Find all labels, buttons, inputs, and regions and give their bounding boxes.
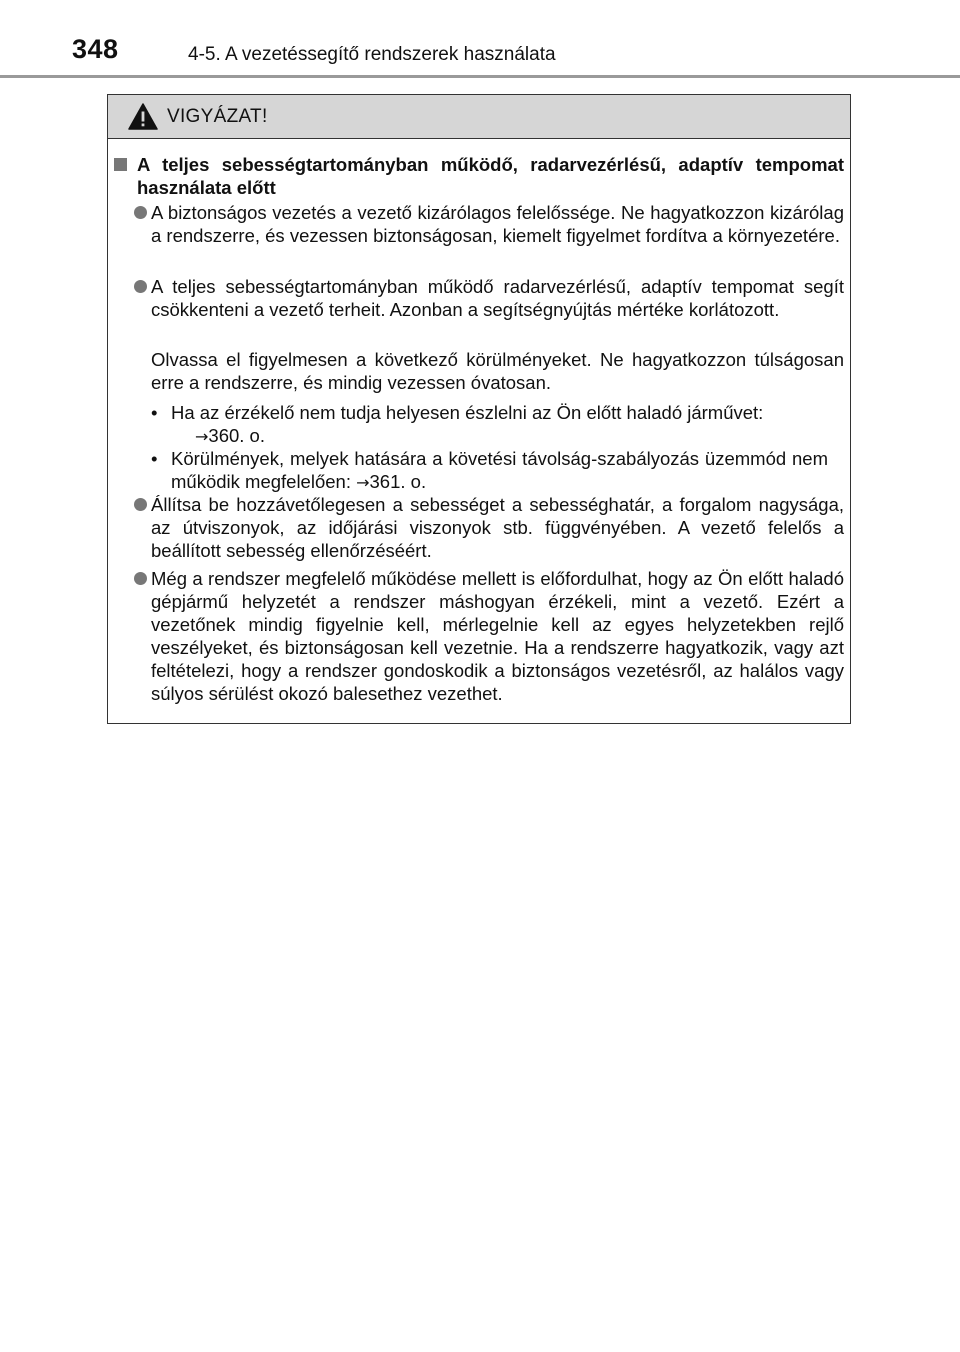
- page-reference: [195, 424, 828, 448]
- section-title: 4-5. A vezetéssegítő rendszerek használata: [188, 44, 556, 65]
- round-bullet: [134, 280, 147, 293]
- list-item-text: Ha az érzékelő nem tudja helyesen észlelni az Ön előtt haladó járművet:: [171, 402, 764, 423]
- caution-topic: [114, 153, 844, 199]
- caution-paragraph-2: [128, 275, 844, 321]
- list-item: [151, 447, 828, 494]
- dash-bullet: •: [151, 448, 158, 469]
- caution-header: [108, 95, 850, 139]
- list-item: [151, 401, 828, 448]
- caution-paragraph-4: [128, 567, 844, 705]
- caution-paragraph-2-note: Olvassa el figyelmesen a következő körülményeket. Ne hagyatkozzon túlságosan erre a rendszerre, és mindig vezessen óvatosan.: [151, 349, 844, 393]
- dash-bullet: •: [151, 402, 158, 423]
- paragraph-text: A teljes sebességtartományban működő radarvezérlésű, adaptív tempomat segít csökkenteni a vezető terheit. Azonban a segítségnyújtás mértéke korlátozott.: [151, 276, 844, 320]
- arrow-right-icon: →: [356, 473, 370, 492]
- caution-paragraph-3: [128, 493, 844, 562]
- page-reference-text: 361. o.: [369, 471, 427, 492]
- page-reference-text: 360. o.: [208, 425, 265, 446]
- paragraph-text: Még a rendszer megfelelő működése mellett is előfordulhat, hogy az Ön előtt haladó gépjármű helyzetét a rendszer máshogyan érzékeli, mint a vezető. Ezért a vezetőnek mindig figyelnie kell, mérlegelnie kell az egyes helyzetekben rejlő veszélyeket, és biztonságosan kell vezetnie. Ha a rendszerre hagyatkozik, vagy azt feltételezi, hogy a rendszer gondoskodik a biztonságos vezetésről, az halálos vagy súlyos sérülést okozó balesethez vezethet.: [151, 568, 844, 704]
- list-item-text-body: Körülmények, melyek hatására a követési távolság-szabályozás üzemmód nem működik megfelelően:: [171, 448, 828, 492]
- arrow-right-icon: →: [195, 427, 209, 446]
- page-header: [0, 0, 960, 80]
- page-number: 348: [72, 34, 119, 64]
- caution-topic-title: A teljes sebességtartományban működő, radarvezérlésű, adaptív tempomat használata előtt: [137, 154, 844, 198]
- square-bullet: [114, 158, 127, 171]
- round-bullet: [134, 206, 147, 219]
- caution-paragraph-1: [128, 201, 844, 247]
- round-bullet: [134, 498, 147, 511]
- caution-title: VIGYÁZAT!: [167, 106, 268, 127]
- round-bullet: [134, 572, 147, 585]
- paragraph-text: Állítsa be hozzávetőlegesen a sebességet a sebességhatár, a forgalom nagysága, az útviszonyok, az időjárási viszonyok stb. függvényében. A vezető felelős a beállított sebesség ellenőrzéséért.: [151, 494, 844, 561]
- caution-box: [107, 94, 851, 724]
- warning-triangle-icon: [128, 103, 158, 130]
- header-divider: [0, 75, 960, 78]
- list-item-text: [171, 447, 828, 494]
- paragraph-text: A biztonságos vezetés a vezető kizárólagos felelőssége. Ne hagyatkozzon kizárólag a rendszerre, és vezessen biztonságosan, kiemelt figyelmet fordítva a környezetére.: [151, 202, 844, 246]
